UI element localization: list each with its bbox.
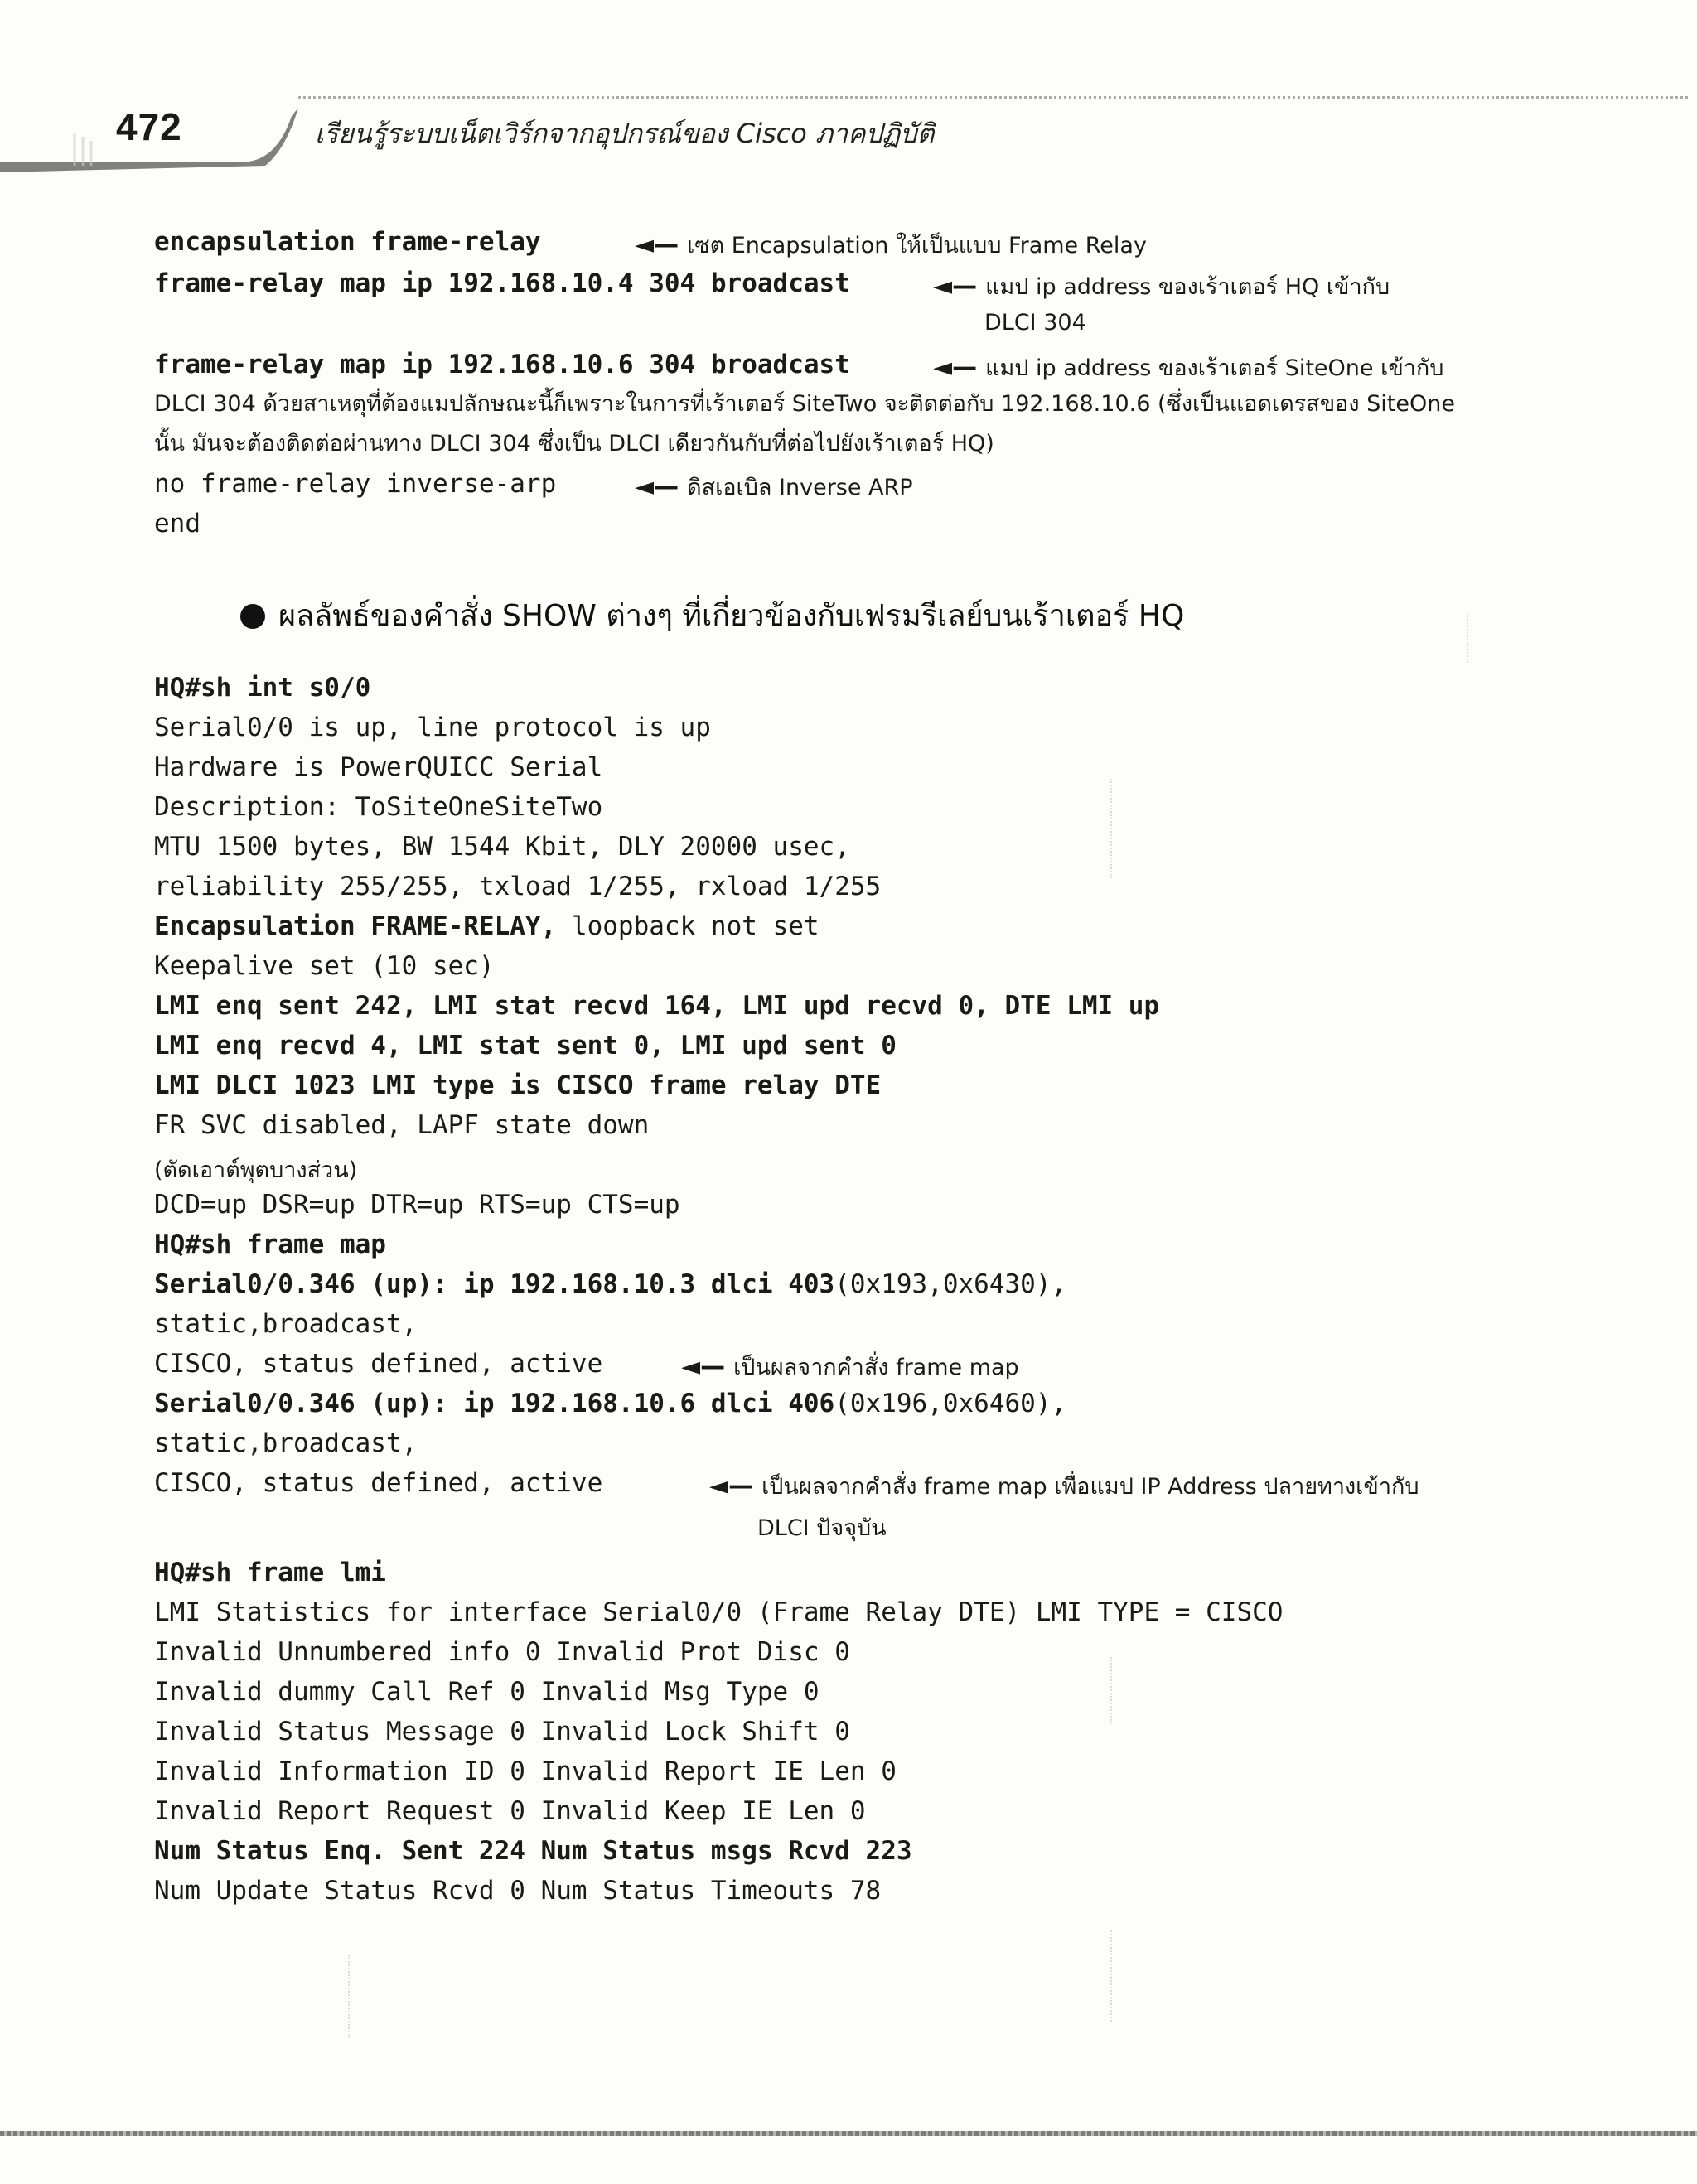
scan-artifact	[1467, 613, 1468, 663]
cli-bold-segment: Serial0/0.346 (up): ip 192.168.10.6 dlci 406	[154, 1389, 835, 1418]
cli-line: reliability 255/255, txload 1/255, rxload 1/255	[154, 872, 882, 901]
annotation-text: แมป ip address ของเร้าเตอร์ HQ เข้ากับ	[985, 274, 1390, 300]
left-arrow-icon: ◄—	[933, 353, 978, 382]
cli-line: static,broadcast,	[154, 1309, 418, 1339]
annotation-text: เป็นผลจากคำสั่ง frame map เพื่อแมป IP Address ปลายทางเข้ากับ	[761, 1474, 1419, 1500]
scan-artifact	[348, 1955, 350, 2038]
config-command: frame-relay map ip 192.168.10.6 304 broadcast	[154, 350, 850, 379]
cli-line: Invalid Information ID 0 Invalid Report IE Len 0	[154, 1756, 897, 1786]
config-line-inverse-arp	[154, 469, 556, 499]
annotation-map-hq	[933, 268, 1390, 304]
cli-segment: (0x196,0x6460),	[834, 1389, 1067, 1418]
cli-line: CISCO, status defined, active	[154, 1468, 603, 1498]
annotation-text: แมป ip address ของเร้าเตอร์ SiteOne เข้ากับ	[985, 355, 1444, 381]
cli-line: MTU 1500 bytes, BW 1544 Kbit, DLY 20000 usec,	[154, 832, 850, 862]
cli-line: Invalid Unnumbered info 0 Invalid Prot Disc 0	[154, 1637, 850, 1667]
cli-segment: (0x193,0x6430),	[834, 1269, 1067, 1299]
left-arrow-icon: ◄—	[681, 1352, 726, 1381]
cli-line: HQ#sh frame map	[154, 1230, 386, 1259]
cli-line: DCD=up DSR=up DTR=up RTS=up CTS=up	[154, 1190, 680, 1220]
annotation-map-siteone	[933, 350, 1443, 385]
config-command: frame-relay map ip 192.168.10.4 304 broadcast	[154, 268, 850, 298]
cli-line	[154, 911, 819, 941]
cli-line	[154, 1269, 1066, 1299]
annotation-encapsulation	[635, 227, 1147, 263]
config-line-encapsulation	[154, 227, 541, 257]
cli-line: Hardware is PowerQUICC Serial	[154, 752, 603, 782]
cli-bold-segment: Encapsulation FRAME-RELAY,	[154, 911, 557, 941]
cli-line: FR SVC disabled, LAPF state down	[154, 1110, 650, 1140]
running-header-title: เรียนรู้ระบบเน็ตเวิร์กจากอุปกรณ์ของ Cisco ภาคปฏิบัติ	[315, 118, 935, 149]
header-rule	[298, 96, 1690, 99]
annotation-text: เซต Encapsulation ให้เป็นแบบ Frame Relay	[687, 233, 1147, 259]
annotation-frame-map-1	[681, 1349, 1019, 1384]
config-command: no frame-relay inverse-arp	[154, 469, 557, 499]
section-heading	[240, 592, 1184, 639]
cli-line: Invalid Report Request 0 Invalid Keep IE Len 0	[154, 1796, 866, 1826]
cli-line: HQ#sh frame lmi	[154, 1558, 386, 1587]
left-arrow-icon: ◄—	[709, 1471, 754, 1500]
cli-line: Invalid Status Message 0 Invalid Lock Shift 0	[154, 1717, 850, 1747]
cli-line: Num Status Enq. Sent 224 Num Status msgs Rcvd 223	[154, 1836, 912, 1866]
annotation-inverse-arp	[635, 469, 913, 505]
left-arrow-icon: ◄—	[933, 272, 978, 301]
cli-line: Invalid dummy Call Ref 0 Invalid Msg Type 0	[154, 1677, 819, 1707]
cli-line: LMI enq sent 242, LMI stat recvd 164, LMI upd recvd 0, DTE LMI up	[154, 991, 1160, 1021]
config-command: encapsulation frame-relay	[154, 227, 541, 257]
cli-line: HQ#sh int s0/0	[154, 673, 371, 703]
scan-artifact	[1110, 779, 1112, 878]
page-number: 472	[116, 105, 182, 148]
annotation-frame-map-2	[709, 1468, 1419, 1504]
cli-line: LMI DLCI 1023 LMI type is CISCO frame relay DTE	[154, 1070, 882, 1100]
annotation-text: ดิสเอเบิล Inverse ARP	[687, 475, 913, 500]
left-arrow-icon: ◄—	[635, 230, 679, 259]
footer-rule	[0, 2131, 1697, 2136]
cli-omitted-note: (ตัดเอาต์พุตบางส่วน)	[154, 1157, 358, 1183]
cli-line: LMI enq recvd 4, LMI stat sent 0, LMI upd sent 0	[154, 1031, 897, 1061]
cli-segment: loopback not set	[571, 911, 819, 941]
explanation-paragraph: DLCI 304 ด้วยสาเหตุที่ต้องแมปลักษณะนี้ก็เพราะในการที่เร้าเตอร์ SiteTwo จะติดต่อกับ 192.168.10.6 (ซึ่งเป็นแอดเดรสของ SiteOne นั้น มันจะต้องติดต่อผ่านทาง DLCI 304 ซึ่งเป็น DLCI เดียวกันกับที่ต่อไปยังเร้าเตอร์ HQ)	[154, 391, 1455, 457]
left-arrow-icon: ◄—	[635, 472, 679, 501]
scan-artifact	[1110, 1657, 1112, 1723]
annotation-text: เป็นผลจากคำสั่ง frame map	[733, 1355, 1019, 1380]
cli-line: CISCO, status defined, active	[154, 1349, 603, 1379]
cli-line: Description: ToSiteOneSiteTwo	[154, 792, 603, 822]
scan-artifact	[1110, 1930, 1112, 2022]
cli-line: Serial0/0 is up, line protocol is up	[154, 713, 711, 742]
cli-line: Num Update Status Rcvd 0 Num Status Timeouts 78	[154, 1876, 882, 1906]
config-line-end: end	[154, 509, 201, 539]
bullet-icon	[240, 604, 265, 629]
section-heading-text: ผลลัพธ์ของคำสั่ง SHOW ต่างๆ ที่เกี่ยวข้องกับเฟรมรีเลย์บนเร้าเตอร์ HQ	[278, 599, 1185, 633]
cli-line: static,broadcast,	[154, 1428, 418, 1458]
annotation-map-hq-cont: DLCI 304	[984, 310, 1086, 336]
cli-line	[154, 1389, 1066, 1418]
config-line-map-siteone	[154, 350, 850, 379]
cli-line: LMI Statistics for interface Serial0/0 (Frame Relay DTE) LMI TYPE = CISCO	[154, 1597, 1284, 1627]
annotation-frame-map-2-cont: DLCI ปัจจุบัน	[757, 1515, 887, 1541]
config-line-map-hq	[154, 268, 850, 298]
cli-bold-segment: Serial0/0.346 (up): ip 192.168.10.3 dlci 403	[154, 1269, 835, 1299]
cli-line: Keepalive set (10 sec)	[154, 951, 495, 981]
